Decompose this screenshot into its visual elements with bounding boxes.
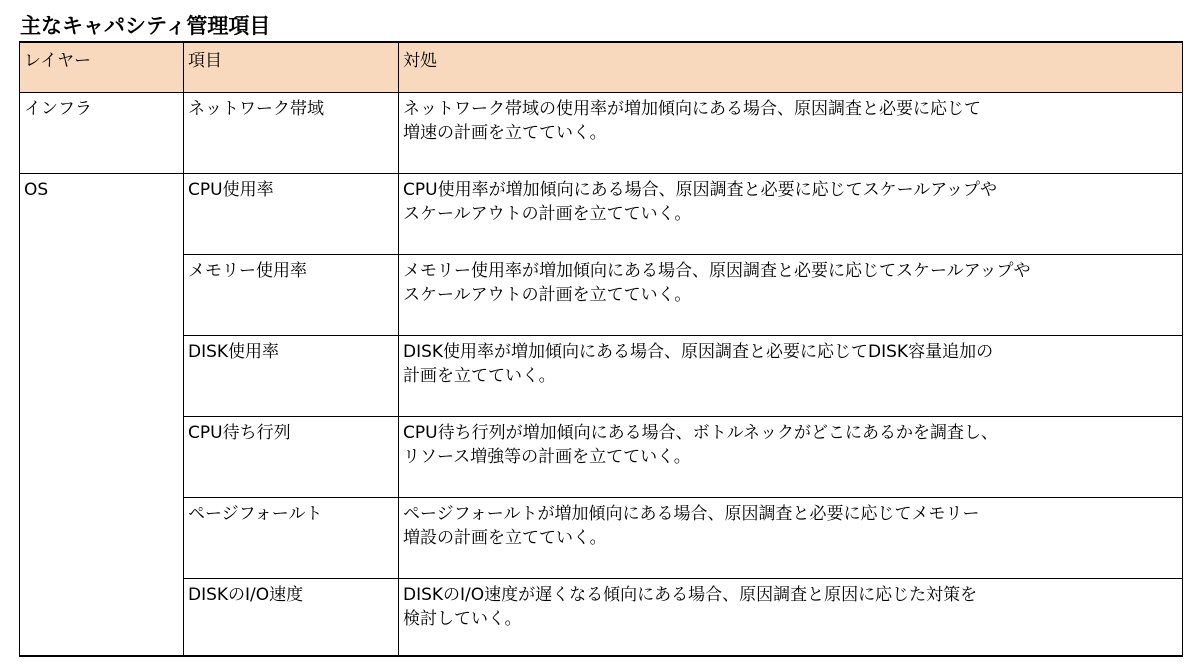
table-row xyxy=(20,497,1183,578)
action-cell: ネットワーク帯域の使用率が増加傾向にある場合、原因調査と必要に応じて 増速の計画を立てていく。 xyxy=(403,98,981,143)
item-cell: メモリー使用率 xyxy=(184,254,399,335)
table-row xyxy=(20,173,1183,254)
column-header-layer: レイヤー xyxy=(20,42,184,92)
capacity-table xyxy=(19,41,1183,657)
table-header-row xyxy=(20,42,1183,92)
action-cell: ページフォールトが増加傾向にある場合、原因調査と必要に応じてメモリー 増設の計画を立てていく。 xyxy=(403,503,980,548)
table-row xyxy=(20,416,1183,497)
table-row xyxy=(20,335,1183,416)
action-cell: CPU使用率が増加傾向にある場合、原因調査と必要に応じてスケールアップや スケールアウトの計画を立てていく。 xyxy=(403,179,998,224)
action-cell: DISKのI/O速度が遅くなる傾向にある場合、原因調査と原因に応じた対策を 検討していく。 xyxy=(403,584,978,629)
item-cell: CPU待ち行列 xyxy=(184,416,399,497)
action-cell: DISK使用率が増加傾向にある場合、原因調査と必要に応じてDISK容量追加の 計画を立てていく。 xyxy=(403,341,994,386)
page-title: 主なキャパシティ管理項目 xyxy=(20,14,271,38)
item-cell: DISKのI/O速度 xyxy=(184,578,399,656)
layer-cell: インフラ xyxy=(20,92,184,173)
item-cell: CPU使用率 xyxy=(184,173,399,254)
action-cell: CPU待ち行列が増加傾向にある場合、ボトルネックがどこにあるかを調査し、 リソース増強等の計画を立てていく。 xyxy=(403,422,999,467)
item-cell: ネットワーク帯域 xyxy=(184,92,399,173)
action-cell: メモリー使用率が増加傾向にある場合、原因調査と必要に応じてスケールアップや スケールアウトの計画を立てていく。 xyxy=(403,260,1031,305)
table-row xyxy=(20,578,1183,656)
item-cell: DISK使用率 xyxy=(184,335,399,416)
table-row xyxy=(20,92,1183,173)
column-header-item: 項目 xyxy=(184,42,399,92)
table-row xyxy=(20,254,1183,335)
layer-cell: OS xyxy=(20,173,184,656)
item-cell: ページフォールト xyxy=(184,497,399,578)
column-header-action: 対処 xyxy=(399,42,1183,92)
